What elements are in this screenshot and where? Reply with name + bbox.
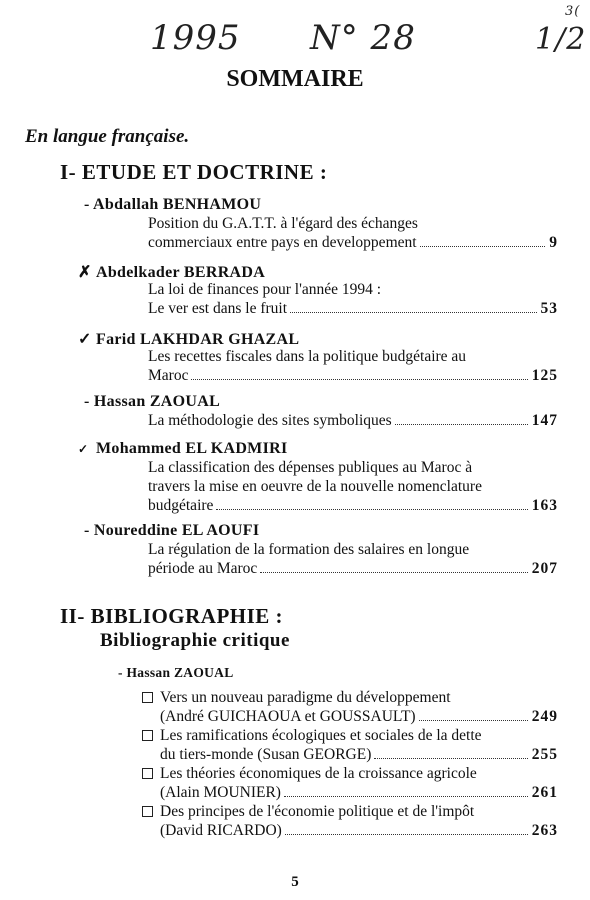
bibliography-item[interactable] (142, 726, 558, 764)
toc-entry[interactable] (148, 347, 558, 385)
entry-text: Les recettes fiscales dans la politique budgétaire au (148, 348, 467, 365)
dot-leader (285, 834, 528, 835)
dot-leader (284, 796, 528, 797)
entry-text: La classification des dépenses publiques au Maroc à (148, 459, 473, 476)
page-number: 5 (291, 874, 299, 890)
bibliography-item[interactable] (142, 802, 558, 840)
bib-text: Vers un nouveau paradigme du développement (160, 689, 451, 706)
checkbox-icon (142, 730, 153, 741)
checkbox-icon (142, 806, 153, 817)
entry-text: La loi de finances pour l'année 1994 : (148, 281, 382, 298)
handwritten-year: 1995 (150, 18, 241, 58)
toc-entry[interactable] (148, 411, 558, 430)
dot-leader (420, 246, 546, 247)
dot-leader (290, 312, 536, 313)
author-zaoual-bibliography: - Hassan ZAOUAL (118, 665, 234, 680)
page-ref: 9 (549, 234, 558, 251)
author-berrada: ✗ Abdelkader BERRADA (78, 264, 266, 281)
section-heading-etude: I- ETUDE ET DOCTRINE : (60, 160, 328, 184)
entry-text: Maroc (148, 367, 189, 384)
author-el-aoufi: - Noureddine EL AOUFI (84, 522, 260, 539)
dot-leader (419, 720, 528, 721)
author-lakhdar-ghazal: ✓ Farid LAKHDAR GHAZAL (78, 331, 300, 348)
page-title: SOMMAIRE (226, 66, 364, 92)
checkbox-icon (142, 692, 153, 703)
page-ref: 53 (540, 300, 558, 317)
page-ref: 163 (531, 497, 558, 514)
bib-text: Les ramifications écologiques et sociales de la dette (160, 727, 482, 744)
dot-leader (216, 509, 527, 510)
entry-text: Position du G.A.T.T. à l'égard des échanges (148, 215, 418, 232)
check-mark-icon: ✓ (78, 331, 92, 348)
author-benhamou: - Abdallah BENHAMOU (84, 196, 262, 213)
page-ref: 255 (531, 746, 558, 763)
entry-text: La méthodologie des sites symboliques (148, 412, 392, 429)
page-ref: 125 (531, 367, 558, 384)
page-ref: 263 (531, 822, 558, 839)
toc-entry[interactable] (148, 280, 558, 318)
toc-entry[interactable] (148, 214, 558, 252)
checkbox-icon (142, 768, 153, 779)
bib-text: Des principes de l'économie politique et de l'impôt (160, 803, 475, 820)
handwritten-part: 1/2 (535, 22, 587, 57)
page-ref: 249 (531, 708, 558, 725)
bib-text: (Alain MOUNIER) (160, 784, 281, 801)
dot-leader (374, 758, 527, 759)
toc-entry[interactable] (148, 458, 558, 515)
entry-text: La régulation de la formation des salaires en longue (148, 541, 470, 558)
page-ref: 147 (531, 412, 558, 429)
bib-text: Les théories économiques de la croissance agricole (160, 765, 477, 782)
tick-mark-icon: ✓ (78, 442, 89, 456)
dot-leader (395, 424, 528, 425)
entry-text: travers la mise en oeuvre de la nouvelle nomenclature (148, 478, 482, 495)
section-heading-bibliographie: II- BIBLIOGRAPHIE : (60, 604, 284, 628)
bibliography-item[interactable] (142, 688, 558, 726)
entry-text: Le ver est dans le fruit (148, 300, 288, 317)
dot-leader (260, 572, 527, 573)
bib-text: (André GUICHAOUA et GOUSSAULT) (160, 708, 416, 725)
language-heading: En langue française. (25, 126, 190, 147)
entry-text: période au Maroc (148, 560, 258, 577)
author-zaoual: - Hassan ZAOUAL (84, 393, 221, 410)
entry-text: budgétaire (148, 497, 214, 514)
page-ref: 207 (531, 560, 558, 577)
page-ref: 261 (531, 784, 558, 801)
author-el-kadmiri: ✓ Mohammed EL KADMIRI (78, 440, 288, 457)
handwritten-small-mark: 3( (565, 4, 581, 19)
entry-text: commerciaux entre pays en developpement (148, 234, 417, 251)
tick-mark-icon: ✗ (78, 264, 92, 281)
subheading-bibliographie-critique: Bibliographie critique (100, 630, 290, 651)
handwritten-number: N° 28 (310, 18, 416, 58)
bib-text: (David RICARDO) (160, 822, 282, 839)
toc-entry[interactable] (148, 540, 558, 578)
dot-leader (191, 379, 527, 380)
bibliography-item[interactable] (142, 764, 558, 802)
bib-text: du tiers-monde (Susan GEORGE) (160, 746, 372, 763)
